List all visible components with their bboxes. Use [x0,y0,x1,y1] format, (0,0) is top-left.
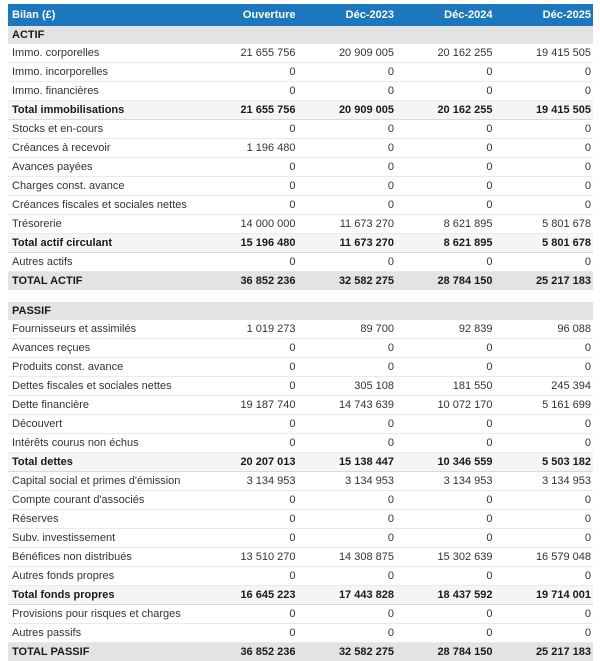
table-body [8,26,593,661]
row-label: Total dettes [8,453,199,472]
cell-value: 28 784 150 [396,272,495,291]
cell-value: 28 784 150 [396,643,495,661]
row-label: Immo. corporelles [8,44,199,63]
cell-value: 0 [298,253,397,272]
cell-value: 36 852 236 [199,643,298,661]
table-title: Bilan (£) [8,4,199,26]
cell-value: 0 [396,177,495,196]
row-label: Avances payées [8,158,199,177]
cell-value: 19 415 505 [495,101,594,120]
cell-value: 0 [396,415,495,434]
cell-value: 3 134 953 [495,472,594,491]
cell-value: 0 [495,358,594,377]
cell-value: 3 134 953 [396,472,495,491]
cell-value: 0 [199,63,298,82]
cell-value: 0 [199,415,298,434]
table-row [8,434,593,453]
table-row [8,234,593,253]
row-label: Dettes fiscales et sociales nettes [8,377,199,396]
cell-value: 0 [199,510,298,529]
cell-value: 25 217 183 [495,272,594,291]
section-header-row [8,26,593,44]
row-label: Subv. investissement [8,529,199,548]
cell-value: 14 000 000 [199,215,298,234]
row-label: Intérêts courus non échus [8,434,199,453]
cell-value: 0 [396,158,495,177]
cell-value: 0 [495,567,594,586]
column-header-dec-2024: Déc-2024 [396,4,495,26]
row-label: Autres passifs [8,624,199,643]
cell-value: 0 [298,510,397,529]
cell-value: 0 [396,529,495,548]
cell-value: 0 [396,567,495,586]
cell-value: 0 [495,434,594,453]
column-header-dec-2025: Déc-2025 [495,4,594,26]
table-row [8,605,593,624]
cell-value: 0 [298,82,397,101]
cell-value: 0 [396,358,495,377]
cell-value: 0 [396,196,495,215]
cell-value: 0 [396,139,495,158]
cell-value: 0 [495,63,594,82]
row-label: Total actif circulant [8,234,199,253]
table-row [8,158,593,177]
table-row [8,272,593,291]
cell-value: 15 302 639 [396,548,495,567]
cell-value: 0 [396,63,495,82]
cell-value: 16 645 223 [199,586,298,605]
cell-value: 1 196 480 [199,139,298,158]
section-title: ACTIF [8,26,593,44]
table-row [8,491,593,510]
table-row [8,377,593,396]
cell-value: 0 [495,510,594,529]
cell-value: 245 394 [495,377,594,396]
row-label: Autres fonds propres [8,567,199,586]
cell-value: 0 [298,491,397,510]
table-row [8,215,593,234]
section-header-row [8,302,593,320]
table-row [8,120,593,139]
cell-value: 305 108 [298,377,397,396]
cell-value: 0 [199,196,298,215]
cell-value: 0 [396,253,495,272]
cell-value: 0 [495,196,594,215]
table-row [8,415,593,434]
cell-value: 0 [495,120,594,139]
table-row [8,44,593,63]
cell-value: 11 673 270 [298,215,397,234]
cell-value: 0 [199,567,298,586]
cell-value: 20 162 255 [396,44,495,63]
cell-value: 0 [298,196,397,215]
cell-value: 0 [298,605,397,624]
cell-value: 0 [495,82,594,101]
row-label: Fournisseurs et assimilés [8,320,199,339]
row-label: Trésorerie [8,215,199,234]
cell-value: 14 308 875 [298,548,397,567]
cell-value: 0 [495,253,594,272]
row-label: Provisions pour risques et charges [8,605,199,624]
cell-value: 10 072 170 [396,396,495,415]
cell-value: 21 655 756 [199,101,298,120]
table-row [8,529,593,548]
cell-value: 5 801 678 [495,215,594,234]
cell-value: 5 503 182 [495,453,594,472]
cell-value: 8 621 895 [396,215,495,234]
cell-value: 92 839 [396,320,495,339]
row-label: Créances à recevoir [8,139,199,158]
cell-value: 21 655 756 [199,44,298,63]
cell-value: 32 582 275 [298,643,397,661]
cell-value: 0 [199,253,298,272]
cell-value: 20 909 005 [298,101,397,120]
table-row [8,548,593,567]
cell-value: 20 162 255 [396,101,495,120]
cell-value: 96 088 [495,320,594,339]
table-row [8,253,593,272]
cell-value: 15 138 447 [298,453,397,472]
table-row [8,320,593,339]
row-label: Charges const. avance [8,177,199,196]
cell-value: 0 [298,63,397,82]
cell-value: 0 [495,339,594,358]
cell-value: 0 [298,434,397,453]
row-label: Total fonds propres [8,586,199,605]
cell-value: 5 161 699 [495,396,594,415]
cell-value: 0 [495,529,594,548]
cell-value: 0 [495,158,594,177]
cell-value: 0 [298,415,397,434]
cell-value: 8 621 895 [396,234,495,253]
cell-value: 0 [396,624,495,643]
cell-value: 89 700 [298,320,397,339]
cell-value: 0 [495,177,594,196]
cell-value: 18 437 592 [396,586,495,605]
column-header-ouverture: Ouverture [199,4,298,26]
cell-value: 36 852 236 [199,272,298,291]
table-row [8,101,593,120]
row-label: Avances reçues [8,339,199,358]
table-row [8,472,593,491]
row-label: Bénéfices non distribués [8,548,199,567]
cell-value: 0 [199,120,298,139]
cell-value: 3 134 953 [199,472,298,491]
cell-value: 0 [199,158,298,177]
row-label: Capital social et primes d'émission [8,472,199,491]
cell-value: 0 [199,491,298,510]
row-label: Total immobilisations [8,101,199,120]
cell-value: 11 673 270 [298,234,397,253]
cell-value: 0 [298,158,397,177]
table-row [8,510,593,529]
cell-value: 0 [298,358,397,377]
header-row [8,4,593,26]
cell-value: 16 579 048 [495,548,594,567]
cell-value: 0 [396,339,495,358]
column-header-dec-2023: Déc-2023 [298,4,397,26]
section-title: PASSIF [8,302,593,320]
row-label: Réserves [8,510,199,529]
cell-value: 0 [396,434,495,453]
cell-value: 0 [298,624,397,643]
spacer-cell [8,290,593,302]
cell-value: 0 [396,510,495,529]
cell-value: 25 217 183 [495,643,594,661]
table-row [8,586,593,605]
cell-value: 0 [396,82,495,101]
table-row [8,396,593,415]
cell-value: 0 [298,120,397,139]
cell-value: 0 [495,139,594,158]
cell-value: 10 346 559 [396,453,495,472]
row-label: Autres actifs [8,253,199,272]
row-label: Découvert [8,415,199,434]
cell-value: 0 [199,377,298,396]
table-row [8,139,593,158]
cell-value: 20 909 005 [298,44,397,63]
cell-value: 0 [199,358,298,377]
table-row [8,567,593,586]
cell-value: 3 134 953 [298,472,397,491]
row-label: Immo. financières [8,82,199,101]
row-label: Immo. incorporelles [8,63,199,82]
cell-value: 0 [495,624,594,643]
table-row [8,82,593,101]
cell-value: 0 [298,339,397,358]
cell-value: 20 207 013 [199,453,298,472]
row-label: TOTAL ACTIF [8,272,199,291]
table-row [8,177,593,196]
cell-value: 0 [199,434,298,453]
cell-value: 5 801 678 [495,234,594,253]
table-row [8,196,593,215]
row-label: TOTAL PASSIF [8,643,199,661]
cell-value: 19 415 505 [495,44,594,63]
table-row [8,358,593,377]
cell-value: 0 [495,415,594,434]
table-row [8,339,593,358]
row-label: Compte courant d'associés [8,491,199,510]
cell-value: 17 443 828 [298,586,397,605]
cell-value: 181 550 [396,377,495,396]
cell-value: 0 [298,139,397,158]
cell-value: 13 510 270 [199,548,298,567]
cell-value: 0 [396,605,495,624]
section-spacer [8,290,593,302]
row-label: Produits const. avance [8,358,199,377]
cell-value: 0 [199,82,298,101]
cell-value: 0 [298,177,397,196]
table-row [8,624,593,643]
table-row [8,643,593,661]
cell-value: 0 [199,605,298,624]
cell-value: 0 [495,605,594,624]
cell-value: 0 [396,491,495,510]
row-label: Stocks et en-cours [8,120,199,139]
table-row [8,453,593,472]
cell-value: 0 [199,177,298,196]
cell-value: 19 187 740 [199,396,298,415]
row-label: Dette financière [8,396,199,415]
cell-value: 32 582 275 [298,272,397,291]
cell-value: 19 714 001 [495,586,594,605]
row-label: Créances fiscales et sociales nettes [8,196,199,215]
cell-value: 0 [298,529,397,548]
cell-value: 0 [396,120,495,139]
cell-value: 15 196 480 [199,234,298,253]
cell-value: 0 [298,567,397,586]
cell-value: 0 [495,491,594,510]
cell-value: 0 [199,624,298,643]
balance-sheet-table [8,4,593,661]
cell-value: 0 [199,339,298,358]
cell-value: 1 019 273 [199,320,298,339]
table-row [8,63,593,82]
cell-value: 0 [199,529,298,548]
cell-value: 14 743 639 [298,396,397,415]
